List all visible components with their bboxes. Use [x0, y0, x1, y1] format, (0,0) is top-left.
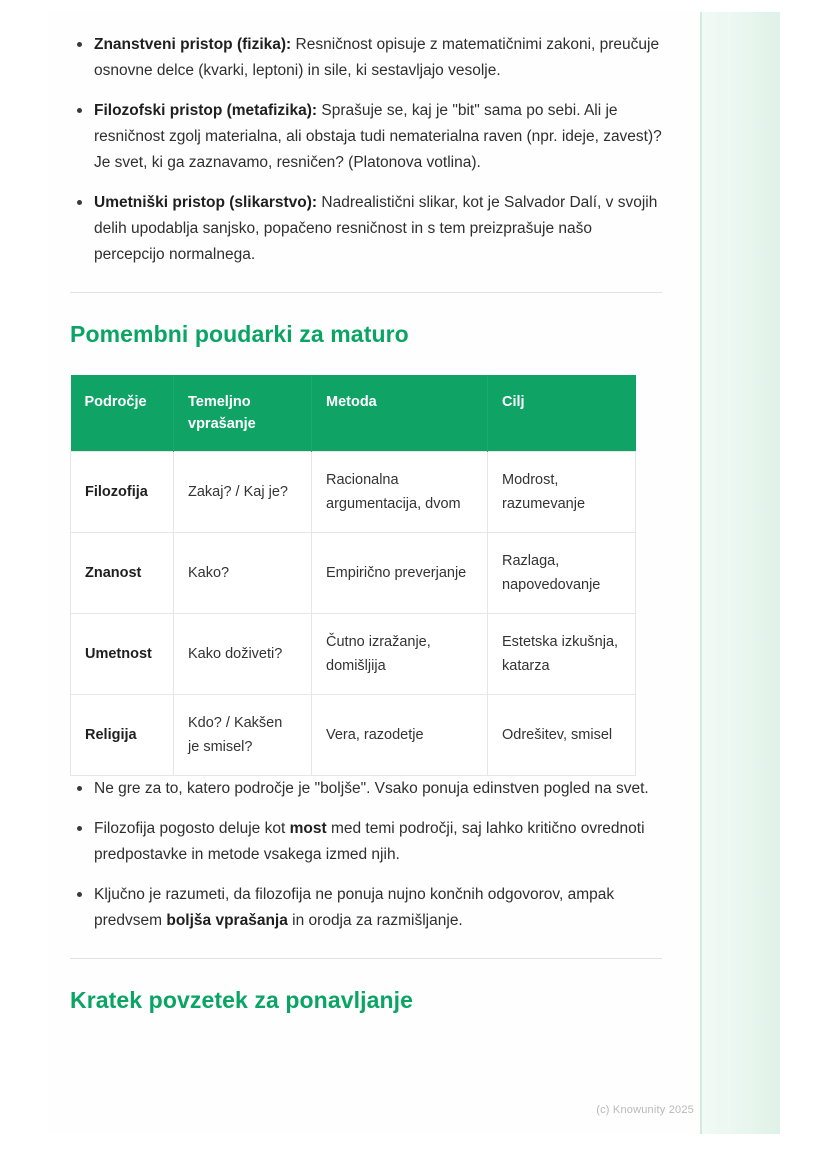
table-header-cell: Metoda: [312, 375, 488, 452]
bullet-text-tail: med temi področji, saj lahko kritično ovrednoti predpostavke in metode vsakega izmed njih.: [94, 820, 645, 863]
list-item: [92, 882, 662, 934]
table-row: [71, 695, 636, 776]
bottom-bullet-list: [70, 776, 662, 934]
table-cell: Kako?: [174, 533, 312, 614]
table-cell: Odrešitev, smisel: [488, 695, 636, 776]
list-item: [92, 190, 662, 268]
copyright-credit: (c) Knowunity 2025: [596, 1104, 694, 1116]
table-cell: Vera, razodetje: [312, 695, 488, 776]
bullet-text: Resničnost opisuje z matematičnimi zakoni, preučuje osnovne delce (kvarki, leptoni) in sile, ki sestavljajo vesolje.: [94, 36, 660, 79]
bullet-lead: Umetniški pristop (slikarstvo):: [94, 194, 318, 211]
bullet-text: Ključno je razumeti, da filozofija ne ponuja nujno končnih odgovorov, ampak predvsem: [94, 886, 615, 929]
page-title: Pomembni poudarki za maturo: [70, 321, 409, 347]
table-header-cell: Cilj: [488, 375, 636, 452]
table-header-row: [71, 375, 636, 452]
table-cell: Religija: [71, 695, 174, 776]
final-section-title: Kratek povzetek za ponavljanje: [70, 987, 414, 1013]
table-cell: Estetska izkušnja, katarza: [488, 614, 636, 695]
table-row: [71, 614, 636, 695]
document-page: [48, 12, 780, 1134]
page-side-band: [700, 12, 780, 1134]
table-cell: Razlaga, napovedovanje: [488, 533, 636, 614]
comparison-table: [70, 375, 636, 776]
bullet-lead: Filozofski pristop (metafizika):: [94, 102, 318, 119]
section-divider: [70, 292, 662, 293]
table-cell: Racionalna argumentacija, dvom: [312, 452, 488, 533]
bullet-emphasis: boljša vprašanja: [166, 912, 288, 929]
bullet-text: Ne gre za to, katero področje je "boljše". Vsako ponuja edinstven pogled na svet.: [94, 780, 649, 797]
table-cell: Modrost, razumevanje: [488, 452, 636, 533]
top-bullet-list: [70, 32, 662, 268]
bullet-text: Filozofija pogosto deluje kot: [94, 820, 290, 837]
table-cell: Kako doživeti?: [174, 614, 312, 695]
table-cell: Filozofija: [71, 452, 174, 533]
table-row: [71, 533, 636, 614]
bullet-lead: Znanstveni pristop (fizika):: [94, 36, 292, 53]
table-cell: Empirično preverjanje: [312, 533, 488, 614]
bullet-text: Sprašuje se, kaj je "bit" sama po sebi. Ali je resničnost zgolj materialna, ali obstaja tudi nematerialna raven (npr. ideje, zavest)? Je svet, ki ga zaznavamo, resničen? (Platonova votlina).: [94, 102, 662, 171]
bullet-emphasis: most: [289, 820, 327, 837]
table-cell: Znanost: [71, 533, 174, 614]
bullet-text: Nadrealistični slikar, kot je Salvador Dalí, v svojih delih upodablja sanjsko, popačeno resničnost in s tem preizprašuje našo percepcijo normalnega.: [94, 194, 658, 263]
bullet-text-tail: in orodja za razmišljanje.: [287, 912, 463, 929]
section-divider-bottom: [70, 958, 662, 959]
table-cell: Zakaj? / Kaj je?: [174, 452, 312, 533]
table-cell: Kdo? / Kakšen je smisel?: [174, 695, 312, 776]
table-header-cell: Področje: [71, 375, 174, 452]
page-side-band-divider: [700, 12, 702, 1134]
list-item: [92, 32, 662, 84]
list-item: [92, 816, 662, 868]
list-item: [92, 776, 662, 802]
table-row: [71, 452, 636, 533]
document-content: [70, 32, 662, 1041]
table-cell: Čutno izražanje, domišljija: [312, 614, 488, 695]
table-header-cell: Temeljno vprašanje: [174, 375, 312, 452]
list-item: [92, 98, 662, 176]
table-cell: Umetnost: [71, 614, 174, 695]
